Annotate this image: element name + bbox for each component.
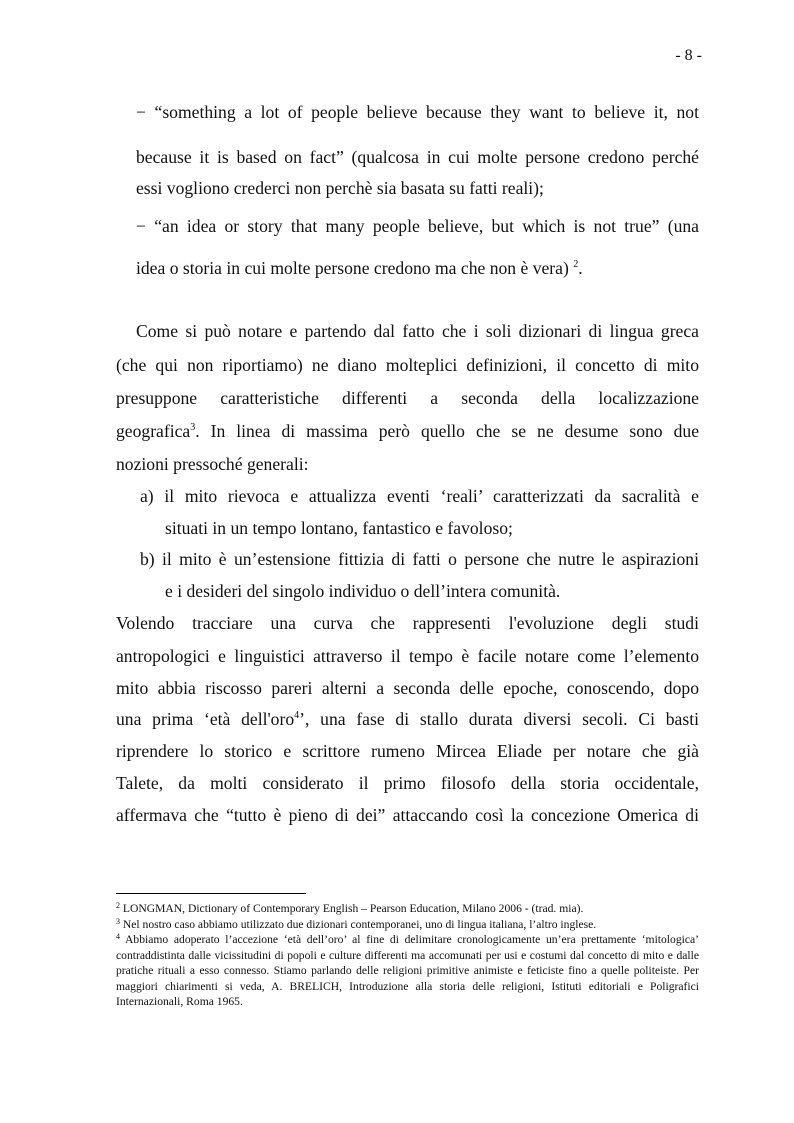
page-number: - 8 -: [675, 47, 702, 64]
footnote-ref: 4: [294, 710, 300, 721]
text-line: mito abbia riscosso pareri alterni a seconda delle epoche, conoscendo, dopo: [116, 678, 699, 698]
text-line: Talete, da molti considerato il primo filosofo della storia occidentale,: [116, 773, 699, 793]
text-line: Volendo tracciare una curva che rappresenti l'evoluzione degli studi: [116, 613, 699, 633]
text-line: nozioni pressoché generali:: [116, 454, 309, 474]
footnote: $^2$ LONGMAN, Dictionary of Contemporary English – Pearson Education, Milano 2006 - (trad. mia).: [116, 901, 584, 915]
list-item: b) il mito è un’estensione fittizia di fatti o persone che nutre le aspirazioni: [140, 549, 699, 569]
text-line: because it is based on fact” (qualcosa in cui molte persone credono perché: [136, 147, 699, 167]
text-line: Come si può notare e partendo dal fatto che i soli dizionari di lingua greca: [136, 321, 699, 341]
text-line: riprendere lo storico e scrittore rumeno Mircea Eliade per notare che già: [116, 741, 699, 761]
footnote-separator: [116, 893, 306, 894]
text-line: affermava che “tutto è pieno di dei” attaccando così la concezione Omerica di: [116, 805, 699, 825]
text-line: presuppone caratteristiche differenti a seconda della localizzazione: [116, 388, 699, 408]
footnote: $^4$ Abbiamo adoperato l’accezione ‘età dell’oro’ al fine di delimitare cronologicamente un’era prettamente ‘mitologica’ contraddistinta dalle vicissitudini di popoli e culture differenti ma accomunati per usi e costumi dal concetto di mito e dalle pratiche rituali a esso connesso. Stiamo parlando delle religioni primitive animiste e feticiste fino a quelle politeiste. Per maggiori chiarimenti si veda, A. BRELICH, Introduzione alla storia delle religioni, Istituti editoriali e Poligrafici Internazionali, Roma 1965.: [116, 932, 699, 1008]
list-item: situati in un tempo lontano, fantastico e favoloso;: [165, 518, 513, 538]
text-line: idea o storia in cui molte persone credono ma che non è vera) $^2$.: [136, 258, 583, 278]
text-line: − “something a lot of people believe because they want to believe it, not: [136, 102, 699, 122]
footnote-ref: 3: [190, 422, 196, 433]
text-line: una prima ‘età dell'oro$^4$’, una fase di stallo durata diversi secoli. Ci basti: [116, 709, 699, 729]
footnote-ref: 2: [573, 259, 579, 270]
text-line: antropologici e linguistici attraverso il tempo è facile notare come l’elemento: [116, 646, 699, 666]
footnote: $^3$ Nel nostro caso abbiamo utilizzato due dizionari contemporanei, uno di lingua italiana, l’altro inglese.: [116, 917, 597, 931]
text-line: − “an idea or story that many people believe, but which is not true” (una: [136, 216, 699, 236]
list-item: a) il mito rievoca e attualizza eventi ‘reali’ caratterizzati da sacralità e: [140, 486, 699, 506]
text-line: geografica$^3$. In linea di massima però quello che se ne desume sono due: [116, 421, 699, 441]
text-line: (che qui non riportiamo) ne diano molteplici definizioni, il concetto di mito: [116, 355, 699, 375]
text-line: essi vogliono crederci non perchè sia basata su fatti reali);: [136, 178, 544, 198]
list-item: e i desideri del singolo individuo o dell’intera comunità.: [165, 581, 561, 601]
